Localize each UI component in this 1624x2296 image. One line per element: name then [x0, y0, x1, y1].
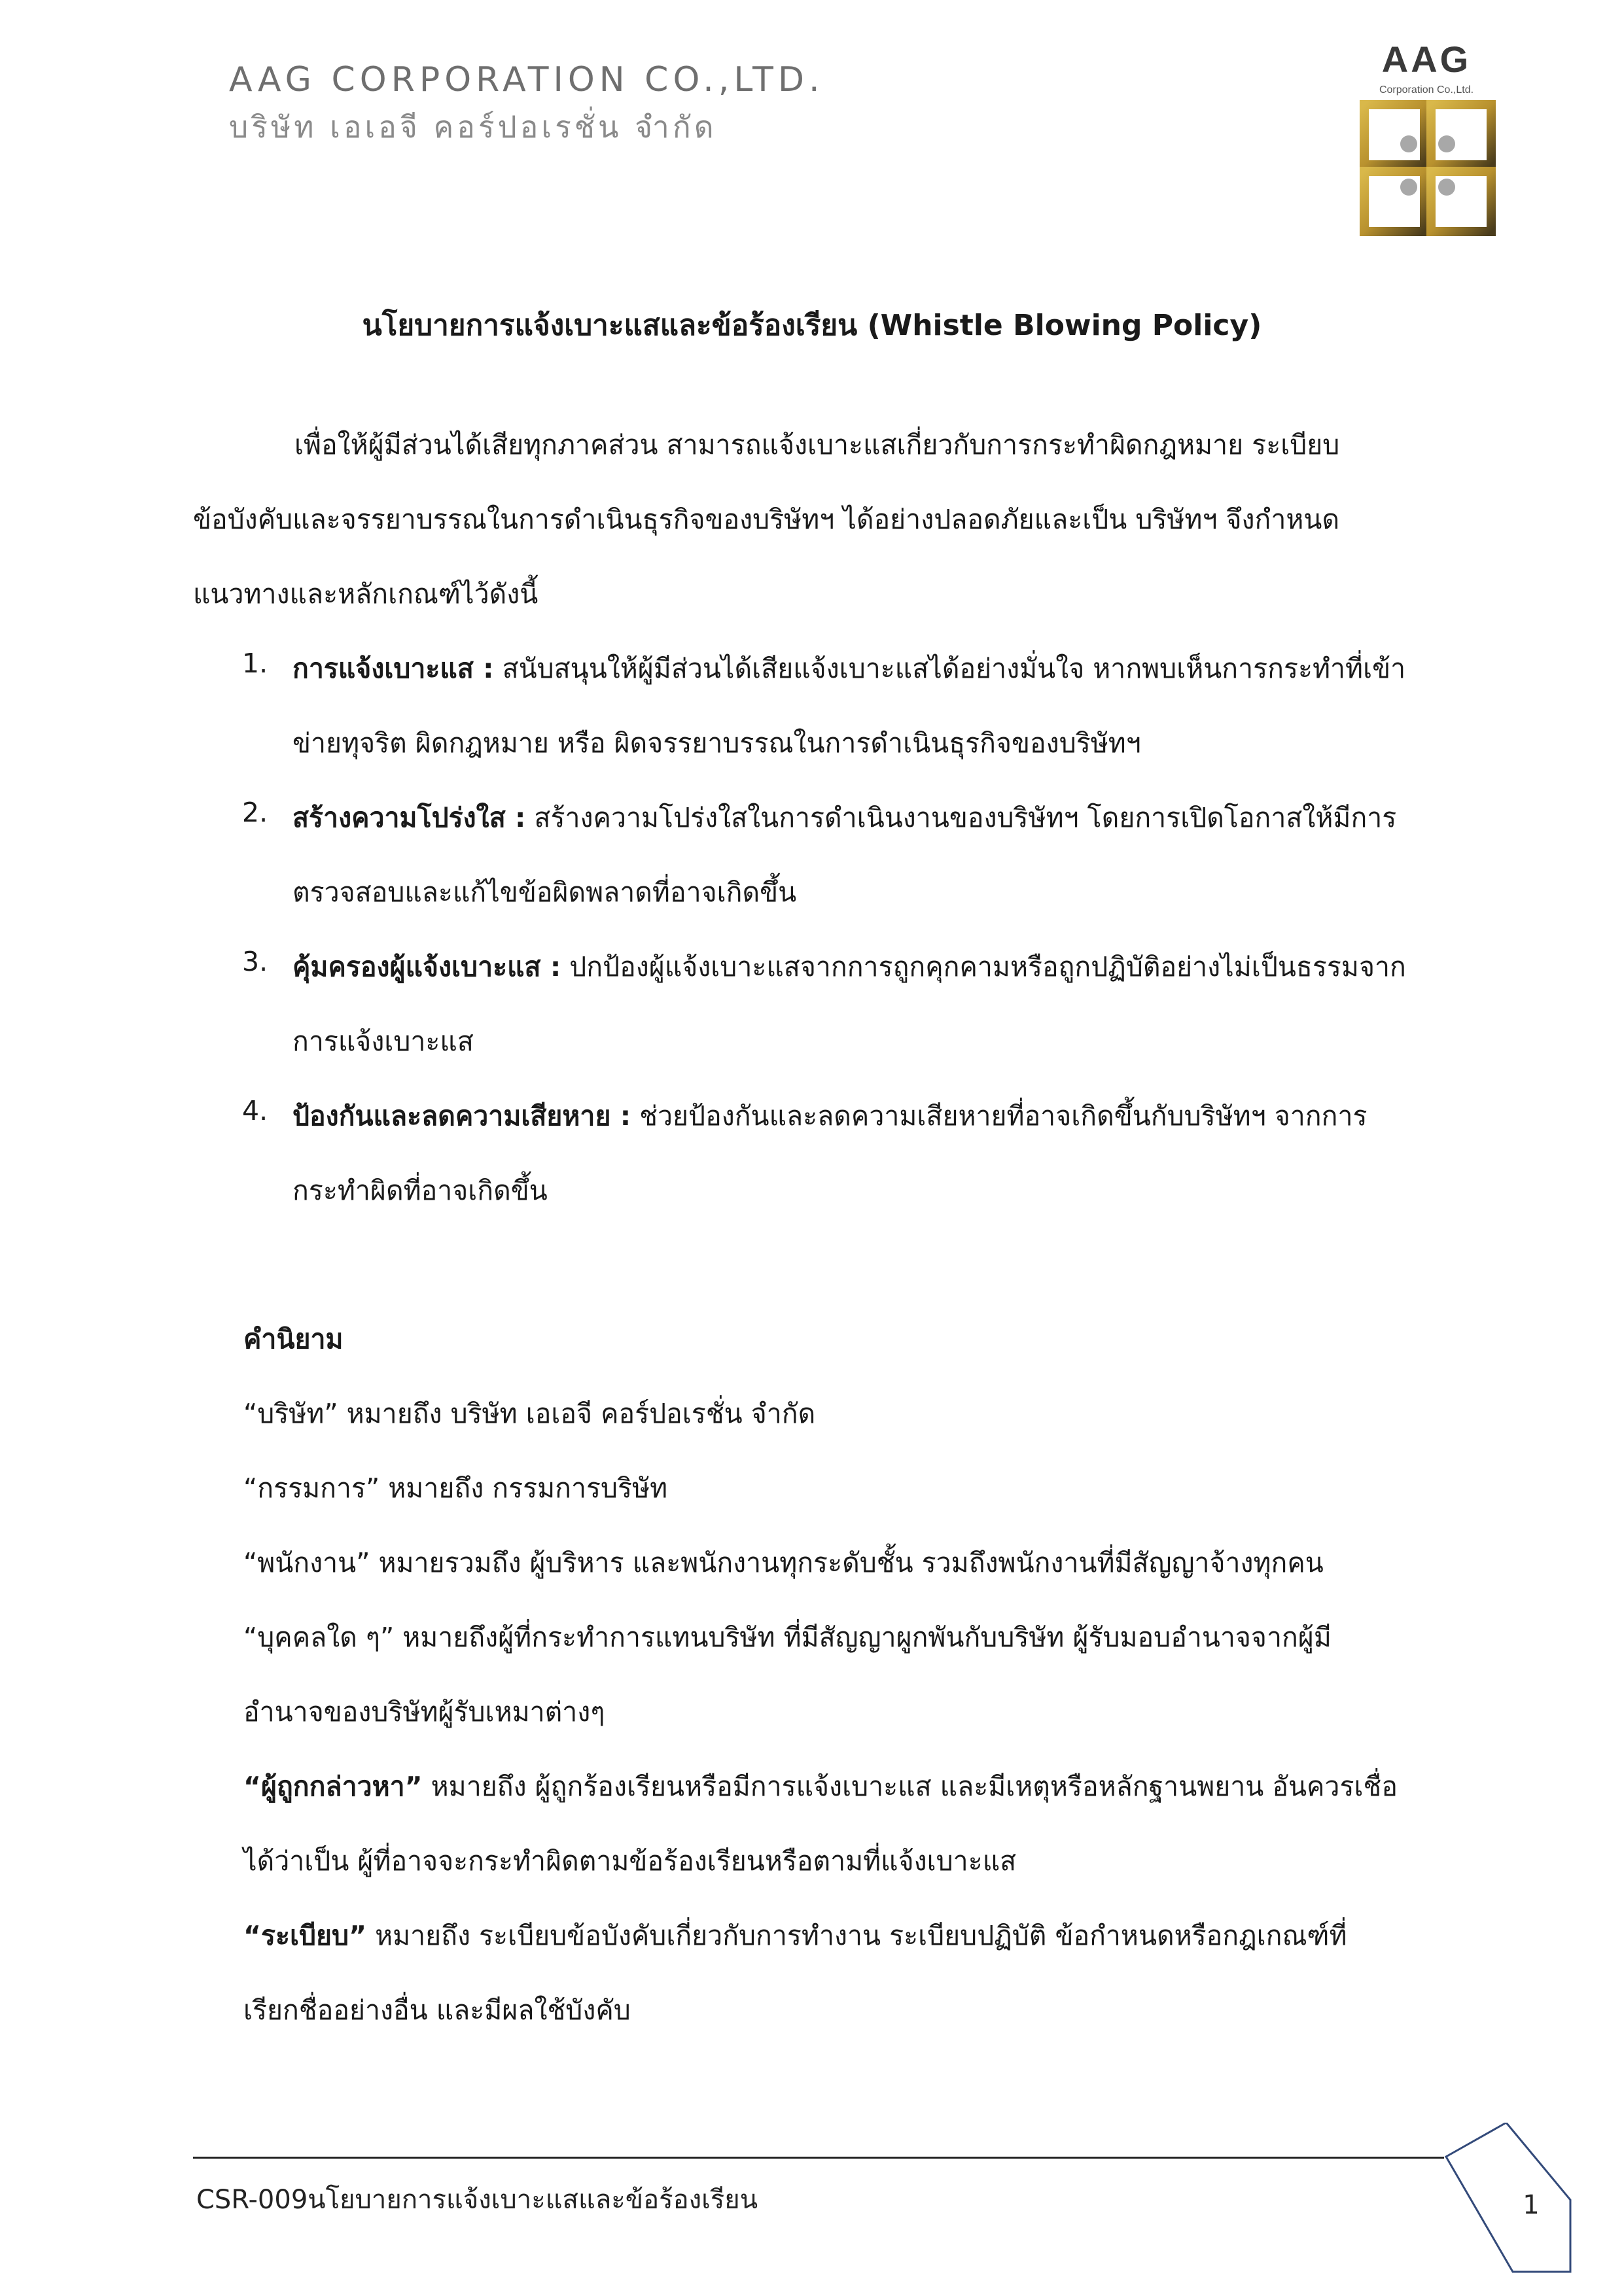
footer-document-code: CSR-009นโยบายการแจ้งเบาะแสและข้อร้องเรียน: [196, 2185, 758, 2215]
definitions-heading: คำนิยาม: [243, 1323, 344, 1355]
definition-term: “กรรมการ”: [243, 1472, 380, 1504]
definition-term: “พนักงาน”: [243, 1547, 370, 1578]
definition-regulation-line-2: เรียกชื่ออย่างอื่น และมีผลใช้บังคับ: [243, 1994, 631, 2026]
definition-director: [243, 1467, 667, 1510]
definition-term: “ระเบียบ”: [243, 1920, 367, 1951]
definition-text: หมายถึง ผู้ถูกร้องเรียนหรือมีการแจ้งเบาะแส และมีเหตุหรือหลักฐานพยาน อันควรเชื่อ: [422, 1771, 1398, 1802]
list-item-text: ปกป้องผู้แจ้งเบาะแสจากการถูกคุกคามหรือถูกปฏิบัติอย่างไม่เป็นธรรมจาก: [561, 951, 1406, 983]
list-item-2-line-1: [292, 797, 1396, 839]
definition-text: หมายรวมถึง ผู้บริหาร และพนักงานทุกระดับชั้น รวมถึงพนักงานที่มีสัญญาจ้างทุกคน: [370, 1547, 1324, 1578]
definition-accused: [243, 1765, 1398, 1808]
list-item-number: 3.: [242, 946, 268, 977]
list-item-number: 1.: [242, 648, 268, 679]
definition-company: [243, 1393, 815, 1435]
definition-term: “บุคคลใด ๆ”: [243, 1622, 395, 1653]
intro-line-3: แนวทางและหลักเกณฑ์ไว้ดังนี้: [193, 578, 538, 610]
list-item-heading: สร้างความโปร่งใส :: [292, 802, 526, 833]
definition-employee: [243, 1542, 1324, 1584]
intro-line-1: เพื่อให้ผู้มีส่วนได้เสียทุกภาคส่วน สามารถแจ้งเบาะแสเกี่ยวกับการกระทำผิดกฎหมาย ระเบียบ: [294, 429, 1340, 461]
definition-accused-line-2: ได้ว่าเป็น ผู้ที่อาจจะกระทำผิดตามข้อร้องเรียนหรือตามที่แจ้งเบาะแส: [243, 1845, 1017, 1877]
intro-line-2: ข้อบังคับและจรรยาบรรณในการดำเนินธุรกิจของบริษัทฯ ได้อย่างปลอดภัยและเป็น บริษัทฯ จึงกำหนด: [193, 504, 1340, 535]
list-item-number: 2.: [242, 797, 268, 828]
definition-text: หมายถึง ระเบียบข้อบังคับเกี่ยวกับการทำงาน ระเบียบปฏิบัติ ข้อกำหนดหรือกฎเกณฑ์ที่: [366, 1920, 1347, 1951]
list-item-3-line-2: การแจ้งเบาะแส: [292, 1026, 474, 1057]
definition-any-person-line-2: อำนาจของบริษัทผู้รับเหมาต่างๆ: [243, 1696, 605, 1728]
svg-text:AAG: AAG: [1381, 39, 1472, 80]
svg-text:Corporation Co.,Ltd.: Corporation Co.,Ltd.: [1379, 84, 1474, 96]
list-item-text: ช่วยป้องกันและลดความเสียหายที่อาจเกิดขึ้นกับบริษัทฯ จากการ: [631, 1100, 1368, 1132]
list-item-text: สร้างความโปร่งใสในการดำเนินงานของบริษัทฯ โดยการเปิดโอกาสให้มีการ: [525, 802, 1397, 833]
list-item-text: สนับสนุนให้ผู้มีส่วนได้เสียแจ้งเบาะแสได้อย่างมั่นใจ หากพบเห็นการกระทำที่เข้า: [493, 653, 1406, 684]
company-name-english: AAG CORPORATION CO.,LTD.: [229, 60, 824, 99]
definition-term: “ผู้ถูกกล่าวหา”: [243, 1771, 423, 1802]
list-item-heading: คุ้มครองผู้แจ้งเบาะแส :: [292, 951, 561, 983]
definition-any-person: [243, 1616, 1332, 1659]
definition-text: หมายถึงผู้ที่กระทำการแทนบริษัท ที่มีสัญญาผูกพันกับบริษัท ผู้รับมอบอำนาจจากผู้มี: [394, 1622, 1332, 1653]
list-item-1-line-1: [292, 648, 1405, 690]
list-item-heading: การแจ้งเบาะแส :: [292, 653, 494, 684]
page-number: 1: [1523, 2190, 1540, 2220]
footer-divider: [193, 2157, 1444, 2159]
definition-text: หมายถึง บริษัท เอเอจี คอร์ปอเรชั่น จำกัด: [338, 1398, 816, 1429]
company-name-thai: บริษัท เอเอจี คอร์ปอเรชั่น จำกัด: [229, 109, 717, 145]
definition-regulation: [243, 1915, 1347, 1957]
aag-logo: [1348, 39, 1505, 242]
definition-term: “บริษัท”: [243, 1398, 338, 1429]
list-item-4-line-1: [292, 1095, 1368, 1138]
document-title: นโยบายการแจ้งเบาะแสและข้อร้องเรียน (Whistle Blowing Policy): [362, 309, 1262, 342]
list-item-2-line-2: ตรวจสอบและแก้ไขข้อผิดพลาดที่อาจเกิดขึ้น: [292, 877, 797, 908]
definition-text: หมายถึง กรรมการบริษัท: [380, 1472, 668, 1504]
list-item-4-line-2: กระทำผิดที่อาจเกิดขึ้น: [292, 1175, 548, 1206]
list-item-number: 4.: [242, 1095, 268, 1126]
list-item-heading: ป้องกันและลดความเสียหาย :: [292, 1100, 631, 1132]
list-item-1-line-2: ข่ายทุจริต ผิดกฎหมาย หรือ ผิดจรรยาบรรณในการดำเนินธุรกิจของบริษัทฯ: [292, 727, 1141, 759]
list-item-3-line-1: [292, 946, 1406, 988]
